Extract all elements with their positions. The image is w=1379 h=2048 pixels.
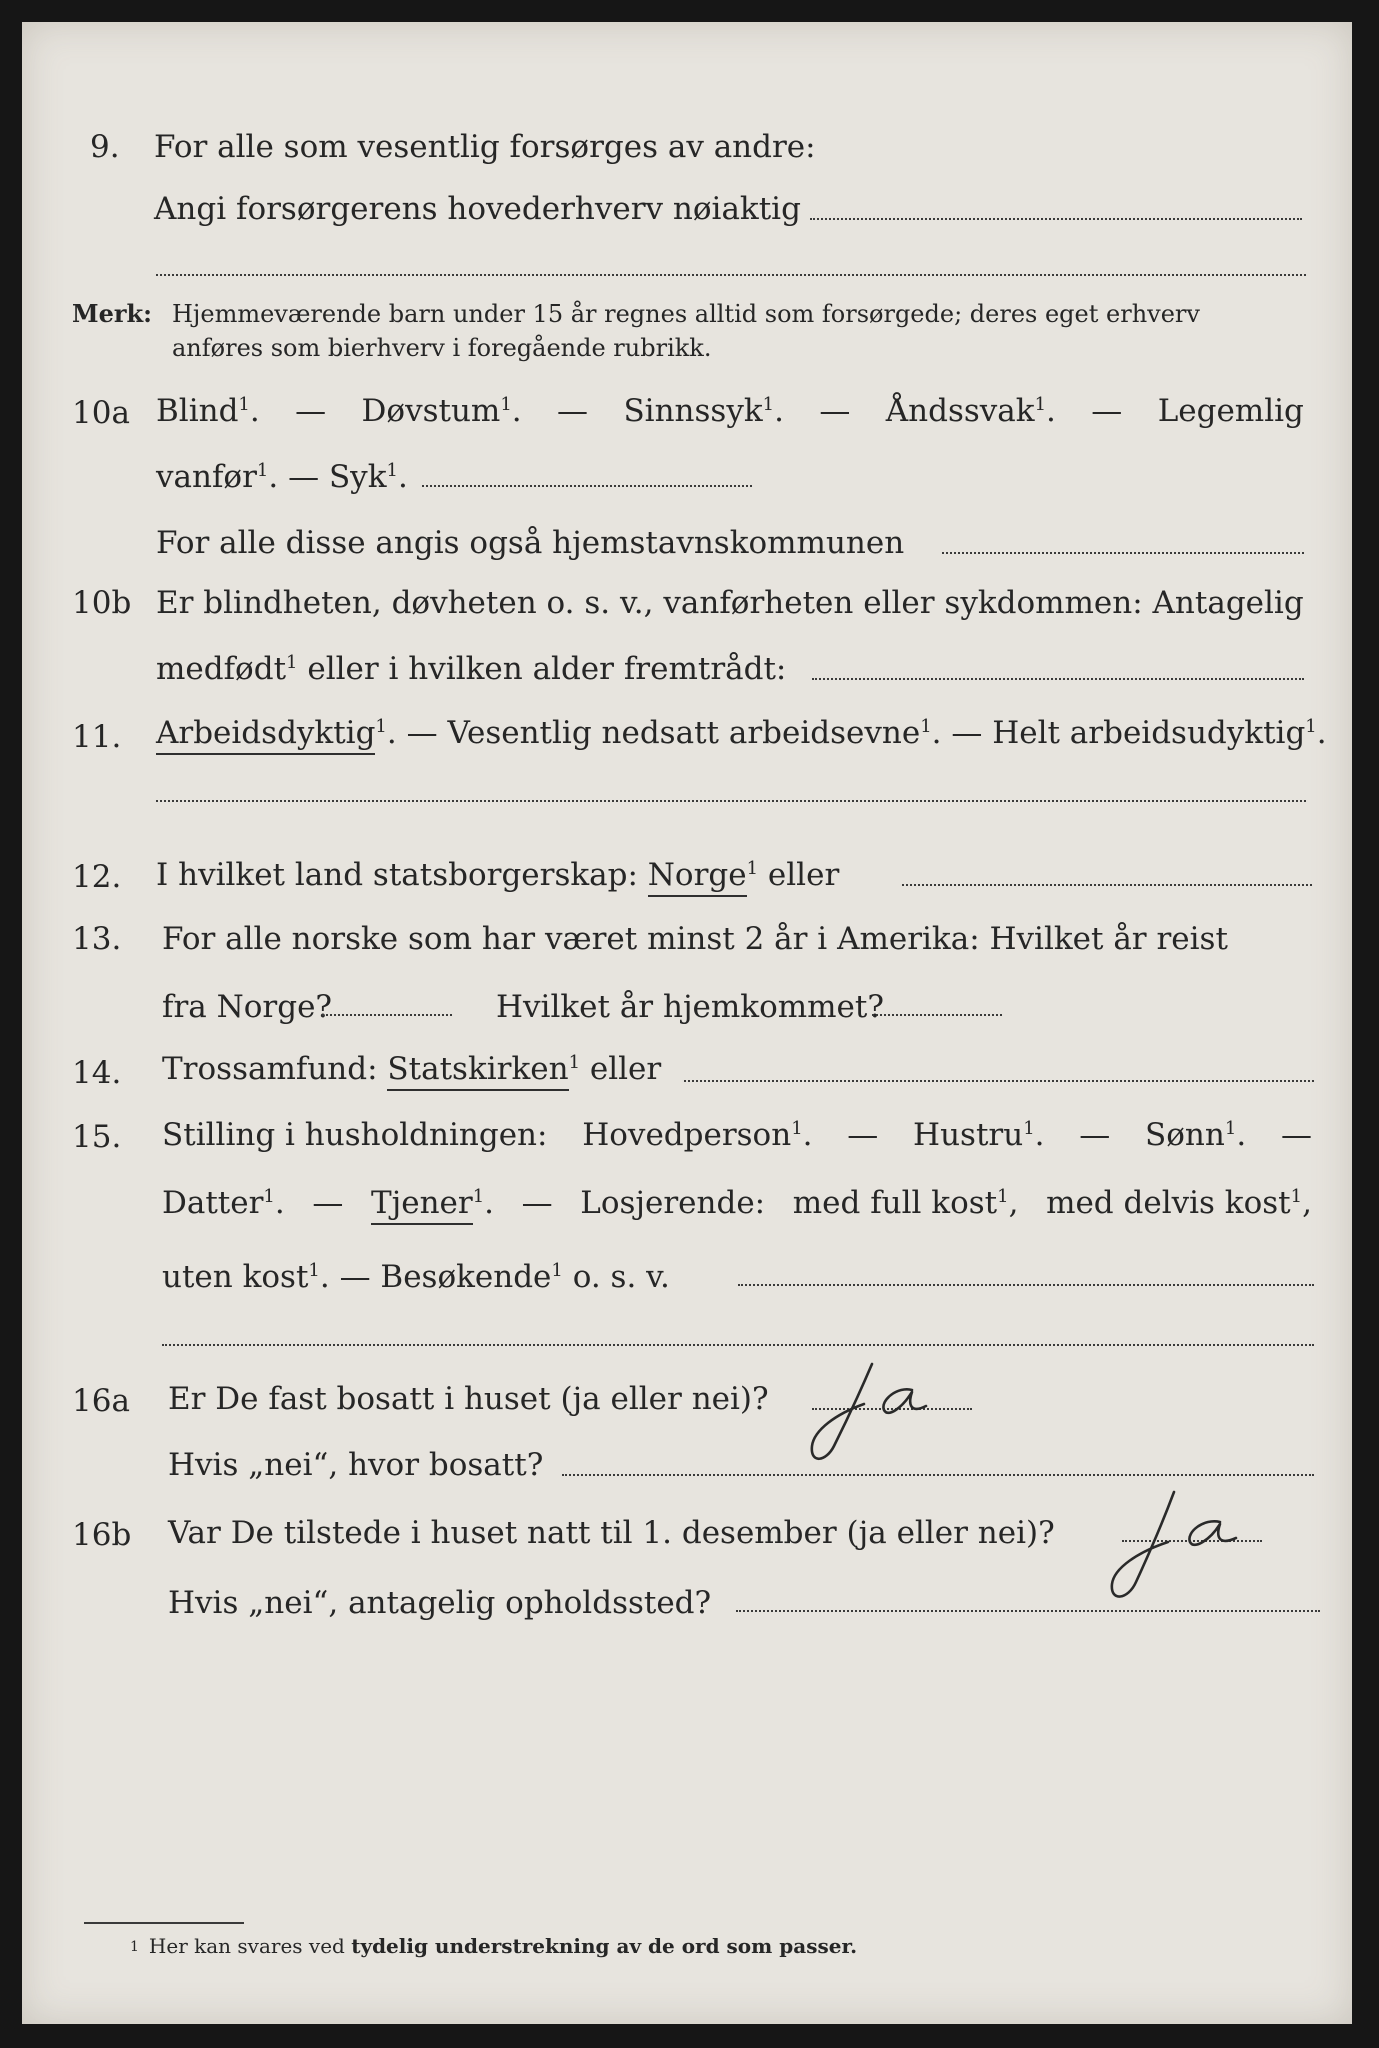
q11-line1: Arbeidsdyktig$^1$. — Vesentlig nedsatt arbeidsevne$^1$. — Helt arbeidsudyktig$^1$. [156,718,1327,749]
q14-number: 14. [72,1055,122,1091]
q15-delvis-kost[interactable]: med delvis kost [1046,1185,1291,1221]
q13-hjemkommet-answer-line[interactable] [872,1014,1002,1016]
q12-answer-line[interactable] [902,884,1312,886]
q13-hjemkommet: Hvilket år hjemkommet? [496,989,884,1025]
q15-answer-line-2[interactable] [162,1344,1314,1346]
q11-answer-line[interactable] [156,800,1306,802]
q16b-opholdssted-answer-line[interactable] [736,1610,1320,1612]
q10a-syk[interactable]: Syk [328,459,387,495]
q15-besokende[interactable]: Besøkende [380,1259,552,1295]
q10b-number: 10b [72,585,132,621]
q16b-number: 16b [72,1517,132,1553]
q10b-medfodt[interactable]: medfødt [156,651,287,687]
q10a-line2: vanfør$^1$. — Syk$^1$. [156,459,408,495]
merk-label: Merk: [72,299,152,328]
q10a-andssvak[interactable]: Åndssvak [885,393,1035,429]
q16a-handwritten-answer [802,1342,962,1472]
q11-udyktig[interactable]: Helt arbeidsudyktig [992,715,1306,751]
q15-tjener-underlined[interactable]: Tjener [371,1185,473,1225]
q11-nedsatt[interactable]: Vesentlig nedsatt arbeidsevne [447,715,921,751]
q15-answer-line[interactable] [738,1284,1314,1286]
q10a-legemlig[interactable]: Legemlig [1157,393,1304,429]
footnote-bold: tydelig understrekning av de ord som passer. [351,1934,858,1958]
q10a-vanfor[interactable]: vanfør [156,459,257,495]
q15-hustru[interactable]: Hustru [913,1117,1024,1153]
q10a-sinnssyk[interactable]: Sinnssyk [623,393,763,429]
q16a-line2: Hvis „nei“, hvor bosatt? [168,1447,544,1483]
q10a-line3: For alle disse angis også hjemstavnskommunen [156,525,905,561]
q13-line1: For alle norske som har været minst 2 år i Amerika: Hvilket år reist [162,921,1228,957]
q9-line1: For alle som vesentlig forsørges av andre: [154,129,816,165]
q16a-number: 16a [72,1383,130,1419]
q10a-dovstum[interactable]: Døvstum [361,393,501,429]
q10a-blind[interactable]: Blind [156,393,239,429]
census-form-page [22,22,1352,2024]
q12-norge-underlined[interactable]: Norge [648,857,747,897]
q16b-handwritten-ja-glyph [1092,1472,1272,1612]
q10b-line1: Er blindheten, døvheten o. s. v., vanførheten eller sykdommen: Antagelig [156,585,1304,621]
q16a-line1: Er De fast bosatt i huset (ja eller nei)? [168,1381,769,1417]
q11-number: 11. [72,719,122,755]
q15-hovedperson[interactable]: Hovedperson [582,1117,792,1153]
q9-answer-line[interactable] [810,218,1302,220]
q14-statskirken-underlined[interactable]: Statskirken [387,1051,568,1091]
q15-line2: Datter$^1$. — Tjener$^1$. — Losjerende: med full kost$^1$, med delvis kost$^1$, [162,1188,1312,1219]
q16b-line2: Hvis „nei“, antagelig opholdssted? [168,1585,712,1621]
footnote-lead: Her kan svares ved [148,1934,345,1958]
q14-answer-line[interactable] [684,1080,1314,1082]
q13-reist-answer-line[interactable] [322,1014,452,1016]
q10a-line1: Blind$^1$. — Døvstum$^1$. — Sinnssyk$^1$. — Åndssvak$^1$. — Legemlig [156,393,1304,429]
q15-line3: uten kost$^1$. — Besøkende$^1$ o. s. v. [162,1259,670,1295]
q10a-hjemstavn-answer-line[interactable] [942,552,1304,554]
q15-sonn[interactable]: Sønn [1145,1117,1225,1153]
q13-fra-norge: fra Norge? [162,989,333,1025]
q13-number: 13. [72,921,122,957]
q10a-syk-answer-line[interactable] [422,485,752,487]
q9-line2: Angi forsørgerens hovederhverv nøiaktig [154,191,801,227]
q15-uten-kost[interactable]: uten kost [162,1259,309,1295]
footnote-rule [84,1922,244,1924]
q15-datter[interactable]: Datter [162,1185,264,1221]
q16b-handwritten-answer [1092,1472,1272,1612]
q10b-answer-line[interactable] [812,678,1304,680]
q15-line1: Stilling i husholdningen: Hovedperson$^1$. — Hustru$^1$. — Sønn$^1$. — [162,1117,1312,1153]
q14-line: Trossamfund: Statskirken$^1$ eller [162,1054,661,1085]
q9-answer-line-2[interactable] [156,274,1306,276]
q15-number: 15. [72,1119,122,1155]
q11-arbeidsdyktig-underlined[interactable]: Arbeidsdyktig [156,715,375,755]
merk-line1: Hjemmeværende barn under 15 år regnes alltid som forsørgede; deres eget erhverv [172,300,1200,328]
q10a-number: 10a [72,395,130,431]
q16b-line1: Var De tilstede i huset natt til 1. desember (ja eller nei)? [168,1515,1055,1551]
q9-number: 9. [90,129,120,165]
footnote [130,1936,857,1956]
q15-full-kost[interactable]: med full kost [792,1185,998,1221]
q10b-line2: medfødt$^1$ eller i hvilken alder fremtrådt: [156,651,787,687]
q12-number: 12. [72,859,122,895]
footnote-mark: 1 [130,1939,139,1955]
merk-line2: anføres som bierhverv i foregående rubrikk. [172,334,712,362]
q12-line: I hvilket land statsborgerskap: Norge$^1$ eller [156,860,839,891]
q16a-handwritten-ja-glyph [802,1342,962,1472]
